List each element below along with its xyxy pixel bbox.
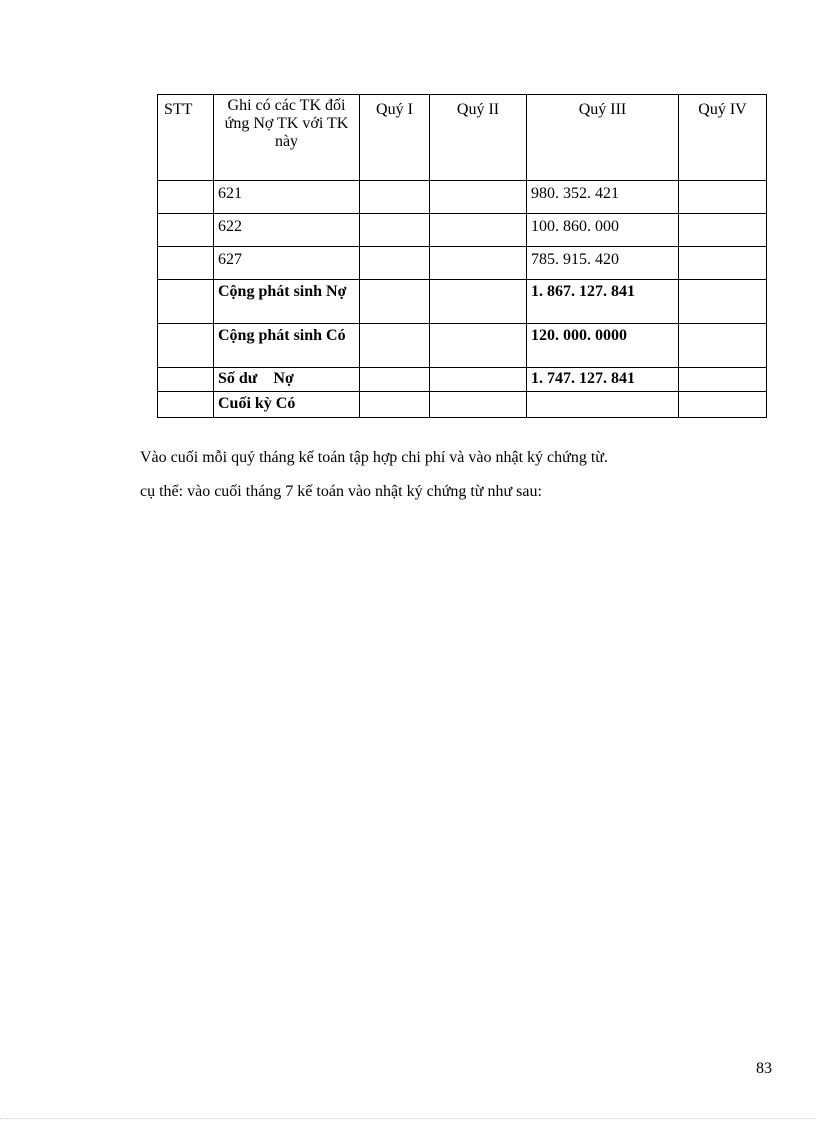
cell-stt [158,368,214,392]
header-row [158,95,767,181]
cell-q2 [430,368,527,392]
cell-q4 [679,368,767,392]
cell-q2 [430,214,527,247]
header-q2: Quý II [430,95,527,181]
cell-q3: 1. 747. 127. 841 [527,368,679,392]
page-bottom-divider [0,1118,816,1119]
cell-stt [158,280,214,324]
paragraph-1: Vào cuối mỗi quý tháng kế toán tập hợp chi phí và vào nhật ký chứng từ. [140,449,608,466]
cell-q2 [430,324,527,368]
cell-account: Cuối kỳ Có [214,392,360,418]
cell-account: Số dư Nợ [214,368,360,392]
cell-stt [158,392,214,418]
page-number: 83 [756,1060,772,1077]
header-q1: Quý I [360,95,430,181]
table-row [158,368,767,392]
cell-q4 [679,181,767,214]
table-row [158,324,767,368]
table-row [158,247,767,280]
cell-q4 [679,324,767,368]
cell-q4 [679,247,767,280]
cell-q4 [679,392,767,418]
cell-q1 [360,214,430,247]
cell-account: Cộng phát sinh Có [214,324,360,368]
ledger-table [157,94,767,418]
cell-q1 [360,368,430,392]
paragraph-2: cụ thể: vào cuối tháng 7 kế toán vào nhật ký chứng từ như sau: [140,483,542,500]
cell-q2 [430,181,527,214]
cell-q1 [360,324,430,368]
cell-q3: 980. 352. 421 [527,181,679,214]
cell-stt [158,247,214,280]
cell-q3: 785. 915. 420 [527,247,679,280]
cell-q4 [679,214,767,247]
cell-account: Cộng phát sinh Nợ [214,280,360,324]
cell-q1 [360,181,430,214]
cell-stt [158,181,214,214]
cell-account: 621 [214,181,360,214]
cell-q4 [679,280,767,324]
cell-stt [158,324,214,368]
cell-q2 [430,280,527,324]
cell-q1 [360,280,430,324]
header-q3: Quý III [527,95,679,181]
table-row [158,280,767,324]
cell-q3: 1. 867. 127. 841 [527,280,679,324]
cell-account: 627 [214,247,360,280]
cell-q2 [430,247,527,280]
cell-q3: 120. 000. 0000 [527,324,679,368]
cell-q2 [430,392,527,418]
header-account: Ghi có các TK đối ứng Nợ TK với TK này [214,95,360,181]
table-row [158,214,767,247]
cell-q3: 100. 860. 000 [527,214,679,247]
cell-account: 622 [214,214,360,247]
table-row [158,181,767,214]
header-q4: Quý IV [679,95,767,181]
cell-stt [158,214,214,247]
cell-q1 [360,392,430,418]
table-row [158,392,767,418]
header-stt: STT [158,95,214,181]
cell-q3 [527,392,679,418]
cell-q1 [360,247,430,280]
